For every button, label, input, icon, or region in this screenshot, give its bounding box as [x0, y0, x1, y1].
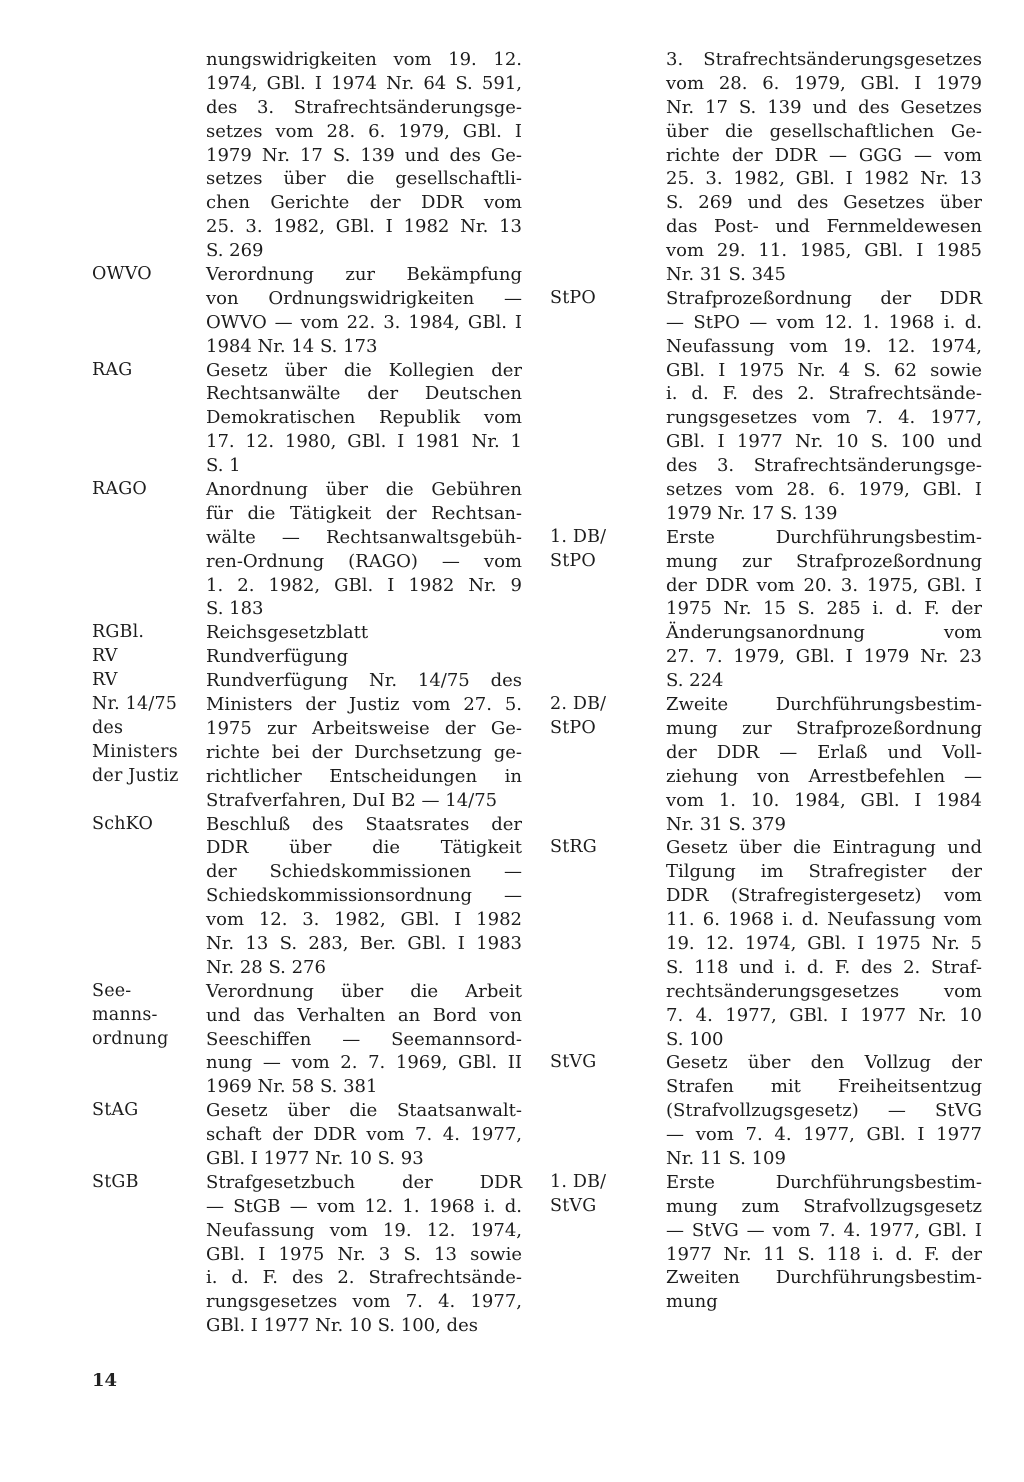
glossary-entry	[92, 359, 522, 478]
entry-abbreviation	[550, 526, 666, 574]
definition-line: GBl. I 1977 Nr. 10 S. 100 und	[666, 431, 982, 453]
entry-definition	[666, 1171, 982, 1314]
entry-abbreviation	[92, 478, 206, 502]
definition-line: des 3. Strafrechtsänderungsge-	[666, 455, 982, 477]
abbreviation-line: RV	[92, 646, 118, 667]
abbreviation-line: ordnung	[92, 1028, 169, 1049]
abbreviation-line: StPO	[550, 287, 596, 308]
entry-abbreviation	[92, 263, 206, 287]
definition-line: Gesetz über die Eintragung und	[666, 837, 982, 859]
glossary-entry	[92, 669, 522, 812]
definition-line: rechtsänderungsgesetzes vom	[666, 980, 982, 1002]
definition-line: 1977 Nr. 11 S. 118 i. d. F. der	[666, 1243, 982, 1265]
definition-line: Verordnung über die Arbeit	[206, 980, 522, 1002]
definition-line: Demokratischen Republik vom	[206, 407, 522, 429]
glossary-entry	[92, 813, 522, 980]
definition-line: Gesetz über die Kollegien der	[206, 359, 522, 381]
entry-definition	[206, 263, 522, 359]
definition-line: 1975 zur Arbeitsweise der Ge-	[206, 717, 522, 739]
entry-definition	[206, 48, 522, 263]
definition-line: mung	[666, 1291, 718, 1313]
glossary-entry	[550, 1171, 982, 1314]
definition-line: Strafprozeßordnung der DDR	[666, 287, 982, 309]
entry-definition	[206, 359, 522, 478]
definition-line: Gesetz über die Staatsanwalt-	[206, 1100, 522, 1122]
definition-line: nungswidrigkeiten vom 19. 12.	[206, 49, 522, 70]
definition-line: vom 1. 10. 1984, GBl. I 1984	[666, 789, 982, 811]
entry-definition	[666, 836, 982, 1051]
definition-line: Nr. 11 S. 109	[666, 1147, 786, 1169]
glossary-entry	[550, 526, 982, 693]
definition-line: S. 118 und i. d. F. des 2. Straf-	[666, 956, 982, 978]
definition-line: Seeschiffen — Seemannsord-	[206, 1028, 522, 1050]
definition-line: S. 100	[666, 1028, 724, 1050]
definition-line: und das Verhalten an Bord von	[206, 1004, 522, 1026]
definition-line: Nr. 31 S. 345	[666, 264, 786, 286]
glossary-entry	[550, 48, 982, 287]
definition-line: DDR (Strafregistergesetz) vom	[666, 885, 982, 907]
definition-line: (Strafvollzugsgesetz) — StVG	[666, 1100, 982, 1122]
definition-line: setzes vom 28. 6. 1979, GBl. I	[206, 120, 522, 142]
definition-line: nung — vom 2. 7. 1969, GBl. II	[206, 1052, 522, 1074]
glossary-entry	[92, 263, 522, 359]
abbreviation-line: Ministers	[92, 741, 178, 762]
definition-line: setzes vom 28. 6. 1979, GBl. I	[666, 479, 982, 501]
definition-line: Nr. 31 S. 379	[666, 813, 786, 835]
definition-line: GBl. I 1977 Nr. 10 S. 100, des	[206, 1315, 478, 1337]
abbreviation-line: OWVO	[92, 264, 152, 285]
abbreviation-line: StVG	[550, 1195, 597, 1216]
definition-line: der Schiedskommissionen —	[206, 861, 522, 883]
definition-line: schaft der DDR vom 7. 4. 1977,	[206, 1124, 522, 1146]
definition-line: Verordnung zur Bekämpfung	[206, 264, 522, 286]
definition-line: Ministers der Justiz vom 27. 5.	[206, 694, 522, 716]
entry-definition	[206, 621, 522, 645]
entry-definition	[666, 287, 982, 526]
definition-line: 25. 3. 1982, GBl. I 1982 Nr. 13	[206, 216, 522, 238]
abbreviation-line: Nr. 14/75	[92, 694, 178, 715]
definition-line: Tilgung im Strafregister der	[666, 861, 982, 883]
definition-line: Strafgesetzbuch der DDR	[206, 1171, 522, 1193]
definition-line: richtlicher Entscheidungen in	[206, 765, 522, 787]
entry-definition	[206, 1171, 522, 1338]
entry-abbreviation	[550, 693, 666, 741]
definition-line: mung zum Strafvollzugsgesetz	[666, 1195, 982, 1217]
abbreviation-line: RGBl.	[92, 622, 145, 643]
definition-line: des 3. Strafrechtsänderungsge-	[206, 96, 522, 118]
entry-abbreviation	[550, 287, 666, 311]
definition-line: OWVO — vom 22. 3. 1984, GBl. I	[206, 311, 522, 333]
definition-line: 17. 12. 1980, GBl. I 1981 Nr. 1	[206, 431, 522, 453]
definition-line: Neufassung vom 19. 12. 1974,	[206, 1219, 522, 1241]
glossary-entry	[92, 645, 522, 669]
definition-line: 27. 7. 1979, GBl. I 1979 Nr. 23	[666, 646, 982, 668]
definition-line: über die gesellschaftlichen Ge-	[666, 120, 982, 142]
definition-line: vom 29. 11. 1985, GBl. I 1985	[666, 240, 982, 262]
glossary-entry	[550, 836, 982, 1051]
definition-line: Änderungsanordnung vom	[666, 622, 982, 644]
abbreviation-line: StPO	[550, 717, 596, 738]
definition-line: für die Tätigkeit der Rechtsan-	[206, 502, 522, 524]
definition-line: GBl. I 1975 Nr. 4 S. 62 sowie	[666, 359, 982, 381]
definition-line: S. 1	[206, 455, 241, 477]
definition-line: mung zur Strafprozeßordnung	[666, 550, 982, 572]
abbreviation-line: 1. DB/	[550, 526, 607, 547]
definition-line: das Post- und Fernmeldewesen	[666, 216, 982, 238]
abbreviation-line: See-	[92, 980, 132, 1001]
abbreviation-line: StPO	[550, 550, 596, 571]
left-column	[92, 48, 522, 1338]
entry-definition	[206, 980, 522, 1099]
entry-abbreviation	[92, 359, 206, 383]
definition-line: wälte — Rechtsanwaltsgebüh-	[206, 526, 522, 548]
definition-line: S. 224	[666, 670, 724, 692]
definition-line: der DDR vom 20. 3. 1975, GBl. I	[666, 574, 982, 596]
definition-line: richte bei der Durchsetzung ge-	[206, 741, 522, 763]
abbreviation-line: SchKO	[92, 813, 154, 834]
definition-line: 1975 Nr. 15 S. 285 i. d. F. der	[666, 598, 982, 620]
definition-line: Schiedskommissionsordnung —	[206, 885, 522, 907]
entry-abbreviation	[92, 669, 206, 788]
definition-line: von Ordnungswidrigkeiten —	[206, 287, 522, 309]
abbreviation-line: 1. DB/	[550, 1171, 607, 1192]
definition-line: Erste Durchführungsbestim-	[666, 526, 982, 548]
definition-line: 1974, GBl. I 1974 Nr. 64 S. 591,	[206, 72, 522, 94]
definition-line: DDR über die Tätigkeit	[206, 837, 522, 859]
abbreviation-line: RAG	[92, 359, 133, 380]
definition-line: 1969 Nr. 58 S. 381	[206, 1076, 378, 1098]
definition-line: Beschluß des Staatsrates der	[206, 813, 522, 835]
definition-line: Zweiten Durchführungsbestim-	[666, 1267, 982, 1289]
entry-abbreviation	[92, 621, 206, 645]
entry-abbreviation	[550, 1171, 666, 1219]
definition-line: — vom 7. 4. 1977, GBl. I 1977	[666, 1124, 982, 1146]
entry-definition	[206, 1099, 522, 1171]
definition-line: — StPO — vom 12. 1. 1968 i. d.	[666, 311, 982, 333]
definition-line: 19. 12. 1974, GBl. I 1975 Nr. 5	[666, 932, 982, 954]
entry-definition	[206, 645, 522, 669]
definition-line: setzes über die gesellschaftli-	[206, 168, 522, 190]
definition-line: 1979 Nr. 17 S. 139 und des Ge-	[206, 144, 522, 166]
definition-line: — StVG — vom 7. 4. 1977, GBl. I	[666, 1219, 982, 1241]
definition-line: Nr. 28 S. 276	[206, 956, 326, 978]
definition-line: der DDR — Erlaß und Voll-	[666, 741, 982, 763]
definition-line: 1984 Nr. 14 S. 173	[206, 335, 378, 357]
definition-line: 1. 2. 1982, GBl. I 1982 Nr. 9	[206, 574, 522, 596]
definition-line: Neufassung vom 19. 12. 1974,	[666, 335, 982, 357]
definition-line: rungsgesetzes vom 7. 4. 1977,	[206, 1291, 522, 1313]
entry-abbreviation	[92, 980, 206, 1052]
entry-definition	[666, 1051, 982, 1170]
definition-line: — StGB — vom 12. 1. 1968 i. d.	[206, 1195, 522, 1217]
definition-line: chen Gerichte der DDR vom	[206, 192, 522, 214]
entry-abbreviation	[92, 645, 206, 669]
definition-line: Rundverfügung Nr. 14/75 des	[206, 670, 522, 692]
definition-line: Zweite Durchführungsbestim-	[666, 694, 982, 716]
entry-definition	[666, 693, 982, 836]
abbreviation-line: manns-	[92, 1004, 158, 1025]
entry-definition	[666, 526, 982, 693]
definition-line: Anordnung über die Gebühren	[206, 479, 522, 501]
glossary-entry	[92, 621, 522, 645]
definition-line: Gesetz über den Vollzug der	[666, 1052, 982, 1074]
abbreviation-line: RAGO	[92, 479, 147, 500]
entry-definition	[206, 478, 522, 621]
abbreviation-line: StVG	[550, 1052, 597, 1073]
glossary-entry	[550, 693, 982, 836]
entry-abbreviation	[92, 1099, 206, 1123]
glossary-entry	[92, 1099, 522, 1171]
definition-line: Reichsgesetzblatt	[206, 622, 369, 644]
definition-line: Erste Durchführungsbestim-	[666, 1171, 982, 1193]
definition-line: 11. 6. 1968 i. d. Neufassung vom	[666, 909, 982, 931]
definition-line: Strafen mit Freiheitsentzug	[666, 1076, 982, 1098]
definition-line: 1979 Nr. 17 S. 139	[666, 502, 838, 524]
definition-line: mung zur Strafprozeßordnung	[666, 717, 982, 739]
abbreviation-line: 2. DB/	[550, 694, 607, 715]
definition-line: vom 12. 3. 1982, GBl. I 1982	[206, 909, 522, 931]
abbreviation-line: RV	[92, 670, 118, 691]
glossary-entry	[92, 478, 522, 621]
entry-abbreviation	[550, 836, 666, 860]
definition-line: S. 269 und des Gesetzes über	[666, 192, 982, 214]
abbreviation-line: StRG	[550, 837, 597, 858]
definition-line: 3. Strafrechtsänderungsgesetzes	[666, 49, 982, 70]
glossary-entry	[92, 48, 522, 263]
definition-line: richte der DDR — GGG — vom	[666, 144, 982, 166]
definition-line: ziehung von Arrestbefehlen —	[666, 765, 982, 787]
entry-abbreviation	[92, 1171, 206, 1195]
definition-line: Strafverfahren, DuI B2 — 14/75	[206, 789, 498, 811]
abbreviation-line: StAG	[92, 1100, 139, 1121]
definition-line: Nr. 13 S. 283, Ber. GBl. I 1983	[206, 932, 522, 954]
glossary-entry	[92, 1171, 522, 1338]
abbreviation-line: StGB	[92, 1171, 139, 1192]
page-number: 14	[92, 1370, 118, 1391]
definition-line: S. 269	[206, 240, 264, 262]
glossary-entry	[92, 980, 522, 1099]
entry-abbreviation	[550, 1051, 666, 1075]
definition-line: S. 183	[206, 598, 264, 620]
entry-definition	[206, 669, 522, 812]
abbreviation-line: des	[92, 717, 124, 738]
definition-line: i. d. F. des 2. Strafrechtsände-	[206, 1267, 522, 1289]
definition-line: rungsgesetzes vom 7. 4. 1977,	[666, 407, 982, 429]
definition-line: ren-Ordnung (RAGO) — vom	[206, 550, 522, 572]
definition-line: 7. 4. 1977, GBl. I 1977 Nr. 10	[666, 1004, 982, 1026]
entry-definition	[206, 813, 522, 980]
definition-line: Rechtsanwälte der Deutschen	[206, 383, 522, 405]
entry-abbreviation	[92, 813, 206, 837]
abbreviation-line: der Justiz	[92, 765, 179, 786]
definition-line: Nr. 17 S. 139 und des Gesetzes	[666, 96, 982, 118]
definition-line: 25. 3. 1982, GBl. I 1982 Nr. 13	[666, 168, 982, 190]
definition-line: Rundverfügung	[206, 646, 349, 668]
definition-line: vom 28. 6. 1979, GBl. I 1979	[666, 72, 982, 94]
definition-line: i. d. F. des 2. Strafrechtsände-	[666, 383, 982, 405]
definition-line: GBl. I 1975 Nr. 3 S. 13 sowie	[206, 1243, 522, 1265]
entry-definition	[666, 48, 982, 287]
glossary-entry	[550, 287, 982, 526]
glossary-entry	[550, 1051, 982, 1170]
right-column	[550, 48, 982, 1314]
definition-line: GBl. I 1977 Nr. 10 S. 93	[206, 1147, 424, 1169]
